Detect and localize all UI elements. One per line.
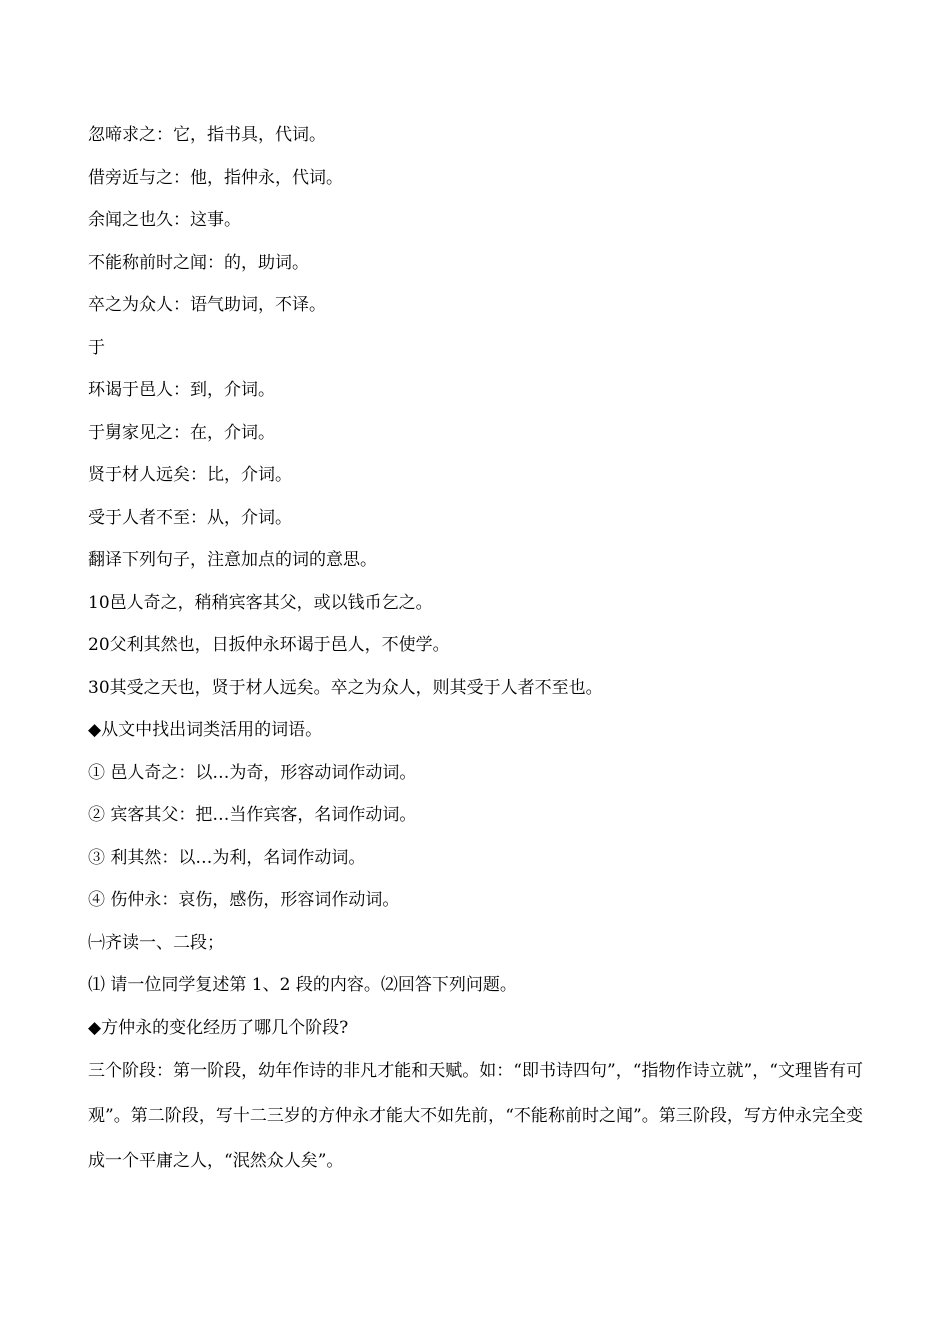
question-heading: ◆方仲永的变化经历了哪几个阶段? xyxy=(88,1017,349,1038)
list-item: ④ 伤仲永：哀伤，感伤，形容词作动词。 xyxy=(88,890,400,910)
text-line: 贤于材人远矣：比，介词。 xyxy=(88,465,292,485)
document-body xyxy=(88,114,863,1184)
text-line: 卒之为众人：语气助词，不译。 xyxy=(88,295,326,315)
text-line: 环谒于邑人：到，介词。 xyxy=(88,380,275,400)
translation-item: 10邑人奇之，稍稍宾客其父，或以钱币乞之。 xyxy=(88,592,433,613)
list-item: ① 邑人奇之：以…为奇，形容动词作动词。 xyxy=(88,762,417,783)
text-line: 余闻之也久：这事。 xyxy=(88,210,241,230)
section-heading: 于 xyxy=(88,337,105,358)
text-line: 于舅家见之：在，介词。 xyxy=(88,422,275,443)
text-line: 借旁近与之：他，指仲永，代词。 xyxy=(88,167,343,188)
instruction-line: 翻译下列句子，注意加点的词的意思。 xyxy=(88,550,377,570)
translation-item: 20父利其然也，日扳仲永环谒于邑人，不使学。 xyxy=(88,635,450,655)
list-item: ③ 利其然：以…为利，名词作动词。 xyxy=(88,847,366,868)
question-heading: ◆从文中找出词类活用的词语。 xyxy=(88,720,323,740)
text-line: ㈠齐读一、二段； xyxy=(88,932,224,953)
answer-paragraph: 三个阶段：第一阶段，幼年作诗的非凡才能和天赋。如：“即书诗四句”，“指物作诗立就”，“文理皆有可观”。第二阶段，写十二三岁的方仲永才能大不如先前，“不能称前时之闻”。第三阶段，写方仲永完全变成一个平庸之人，“泯然众人矣”。 xyxy=(88,1061,863,1171)
text-line: 忽啼求之：它，指书具，代词。 xyxy=(88,125,326,145)
text-line: 不能称前时之闻：的，助词。 xyxy=(88,252,309,273)
text-line: ⑴ 请一位同学复述第 1、2 段的内容。⑵回答下列问题。 xyxy=(88,975,517,995)
text-line: 受于人者不至：从，介词。 xyxy=(88,507,292,528)
list-item: ② 宾客其父：把…当作宾客，名词作动词。 xyxy=(88,805,417,825)
translation-item: 30其受之天也，贤于材人远矣。卒之为众人，则其受于人者不至也。 xyxy=(88,677,603,698)
